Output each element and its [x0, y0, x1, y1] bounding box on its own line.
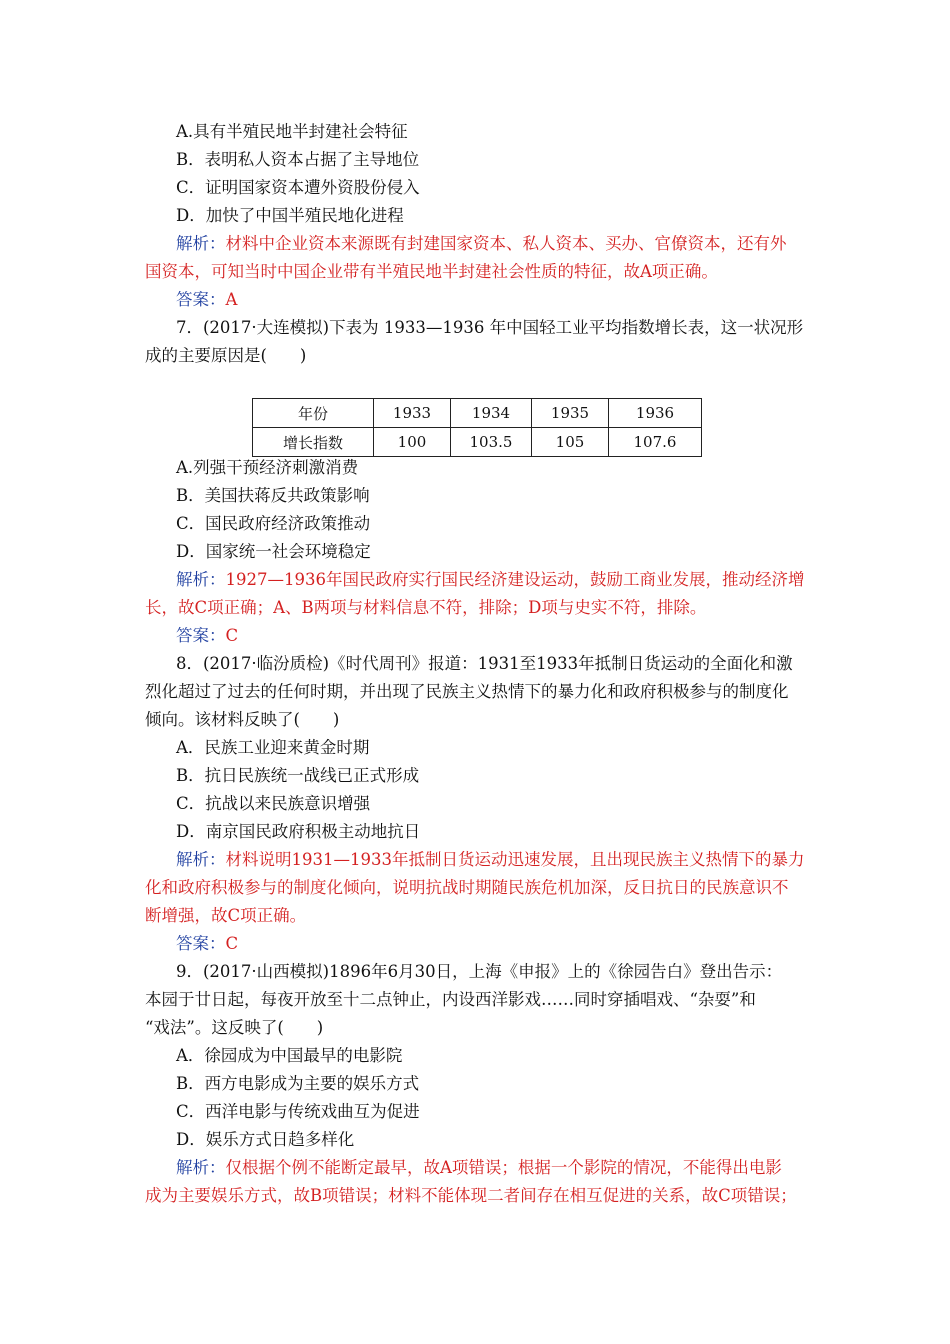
q6-option-c: C．证明国家资本遭外资股份侵入: [176, 178, 420, 197]
q9-analysis-line-1: [176, 1157, 782, 1179]
q6-option-d: D．加快了中国半殖民地化进程: [176, 206, 404, 225]
q7-option-c: C．国民政府经济政策推动: [176, 514, 371, 533]
q8-option-c: C．抗战以来民族意识增强: [176, 794, 371, 813]
q7-option-b: B．美国扶蒋反共政策影响: [176, 486, 370, 505]
analysis-label: 解析：: [176, 850, 226, 869]
q6-answer: [176, 289, 237, 311]
analysis-text: 1927—1936年国民政府实行国民经济建设运动，鼓励工商业发展，推动经济增: [225, 570, 805, 589]
table-cell: 103.5: [451, 428, 532, 457]
q7-analysis-line-2: 长，故C项正确；A、B两项与材料信息不符，排除；D项与史实不符，排除。: [145, 598, 707, 617]
q9-stem-line-3: “戏法”。这反映了( ): [145, 1018, 324, 1037]
q6-analysis-line-1: [176, 233, 787, 255]
q9-option-b: B．西方电影成为主要的娱乐方式: [176, 1074, 420, 1093]
q6-analysis-line-2: 国资本，可知当时中国企业带有半殖民地半封建社会性质的特征，故A项正确。: [145, 262, 718, 281]
q6-option-b: B．表明私人资本占据了主导地位: [176, 150, 420, 169]
analysis-text: 材料说明1931—1933年抵制日货运动迅速发展，且出现民族主义热情下的暴力: [225, 850, 805, 869]
analysis-text: 仅根据个例不能断定最早，故A项错误；根据一个影院的情况，不能得出电影: [225, 1158, 782, 1177]
q9-option-d: D．娱乐方式日趋多样化: [176, 1130, 355, 1149]
q6-option-a: A.具有半殖民地半封建社会特征: [176, 122, 408, 141]
q8-option-b: B．抗日民族统一战线已正式形成: [176, 766, 420, 785]
table-cell: 增长指数: [253, 428, 374, 457]
q7-analysis-line-1: [176, 569, 804, 591]
table-cell: 1933: [374, 399, 451, 428]
q9-analysis-line-2: 成为主要娱乐方式，故B项错误；材料不能体现二者间存在相互促进的关系，故C项错误；: [145, 1186, 797, 1205]
answer-value: C: [225, 934, 239, 953]
table-cell: 1936: [609, 399, 702, 428]
analysis-label: 解析：: [176, 1158, 226, 1177]
analysis-label: 解析：: [176, 570, 226, 589]
q7-stem-line-2: 成的主要原因是( ): [145, 346, 307, 365]
q7-option-a: A.列强干预经济刺激消费: [176, 458, 359, 477]
q9-option-c: C．西洋电影与传统戏曲互为促进: [176, 1102, 420, 1121]
q8-option-a: A．民族工业迎来黄金时期: [176, 738, 370, 757]
analysis-label: 解析：: [176, 234, 226, 253]
q8-stem-line-3: 倾向。该材料反映了( ): [145, 710, 340, 729]
q7-option-d: D．国家统一社会环境稳定: [176, 542, 371, 561]
q8-option-d: D．南京国民政府积极主动地抗日: [176, 822, 421, 841]
q8-stem-line-2: 烈化超过了过去的任何时期，并出现了民族主义热情下的暴力化和政府积极参与的制度化: [145, 682, 789, 701]
answer-value: A: [225, 290, 238, 309]
answer-label: 答案：: [176, 934, 226, 953]
q8-answer: [176, 933, 238, 955]
table-cell: 107.6: [609, 428, 702, 457]
table-cell: 1935: [532, 399, 609, 428]
table-header-row: [253, 399, 702, 428]
table-cell: 年份: [253, 399, 374, 428]
q8-stem-line-1: 8．(2017·临汾质检)《时代周刊》报道：1931至1933年抵制日货运动的全面化和激: [176, 654, 793, 673]
q7-stem-line-1: 7．(2017·大连模拟)下表为 1933—1936 年中国轻工业平均指数增长表，这一状况形: [176, 318, 804, 337]
q9-stem-line-1: 9．(2017·山西模拟)1896年6月30日，上海《申报》上的《徐园告白》登出告示：: [176, 962, 783, 981]
table-row: [253, 428, 702, 457]
q9-option-a: A．徐园成为中国最早的电影院: [176, 1046, 403, 1065]
q7-answer: [176, 625, 238, 647]
table-cell: 100: [374, 428, 451, 457]
answer-value: C: [225, 626, 239, 645]
analysis-text: 材料中企业资本来源既有封建国家资本、私人资本、买办、官僚资本，还有外: [225, 234, 787, 253]
table-cell: 105: [532, 428, 609, 457]
answer-label: 答案：: [176, 290, 226, 309]
answer-label: 答案：: [176, 626, 226, 645]
q8-analysis-line-3: 断增强，故C项正确。: [145, 906, 307, 925]
q8-analysis-line-2: 化和政府积极参与的制度化倾向，说明抗战时期随民族危机加深，反日抗日的民族意识不: [145, 878, 789, 897]
q8-analysis-line-1: [176, 849, 804, 871]
index-table: [252, 398, 702, 457]
q9-stem-line-2: 本园于廿日起，每夜开放至十二点钟止，内设西洋影戏……同时穿插唱戏、“杂耍”和: [145, 990, 756, 1009]
table-cell: 1934: [451, 399, 532, 428]
